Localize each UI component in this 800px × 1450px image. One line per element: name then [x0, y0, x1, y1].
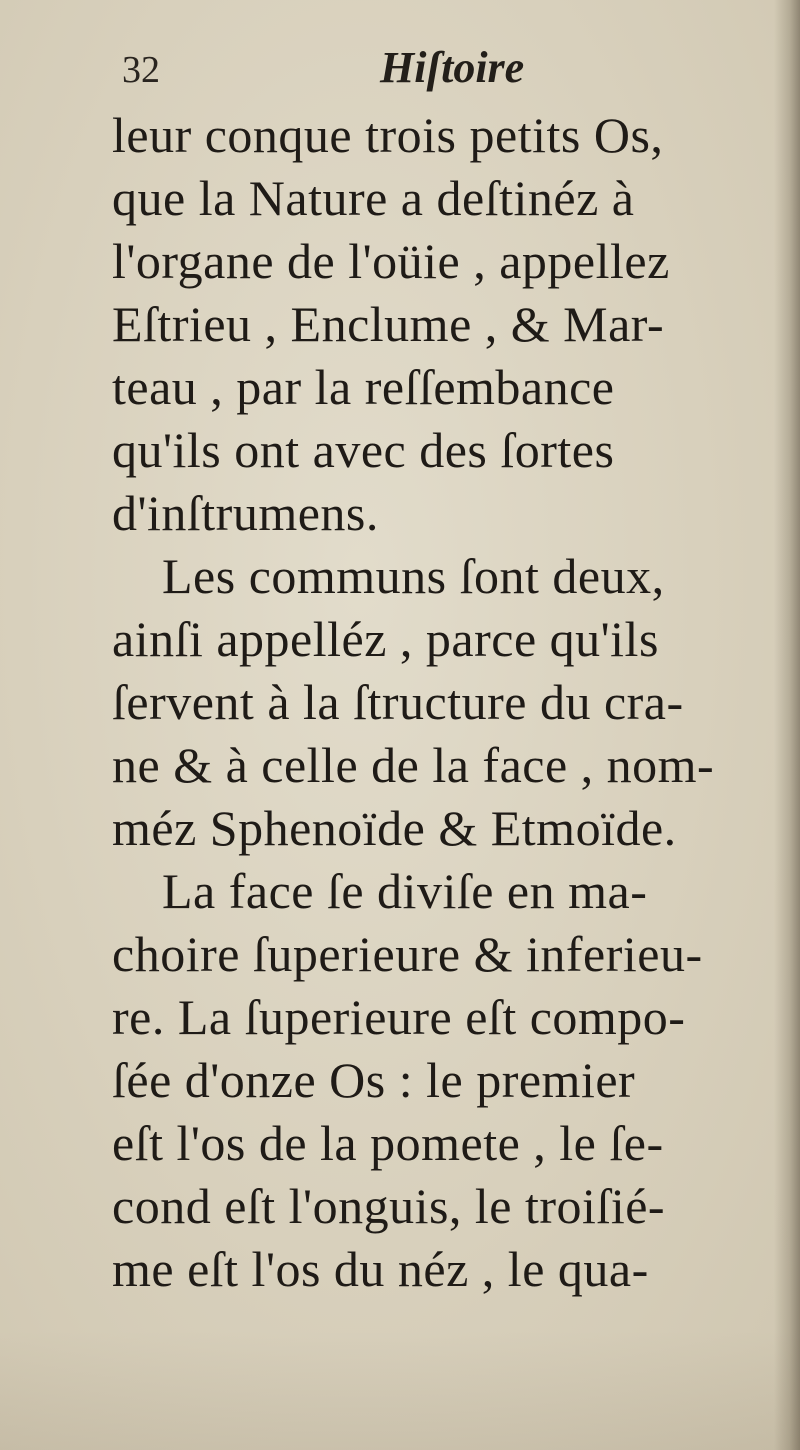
- text-line: qu'ils ont avec des ſortes: [112, 422, 615, 478]
- text-line: me eſt l'os du néz , le qua-: [112, 1241, 649, 1297]
- text-line: eſt l'os de la pomete , le ſe-: [112, 1115, 664, 1171]
- page-bottom-shading: [0, 1330, 800, 1450]
- text-line: ainſi appelléz , parce qu'ils: [112, 611, 659, 667]
- text-line: choire ſuperieure & inferieu-: [112, 926, 703, 982]
- text-line: ſervent à la ſtructure du cra-: [112, 674, 684, 730]
- body-text: [112, 104, 792, 1301]
- text-line: l'organe de l'oüie , appellez: [112, 233, 670, 289]
- text-line: Eſtrieu , Enclume , & Mar-: [112, 296, 665, 352]
- paragraph-start-line: La face ſe diviſe en ma-: [162, 863, 648, 919]
- text-line: re. La ſuperieure eſt compo-: [112, 989, 686, 1045]
- text-line: ſée d'onze Os : le premier: [112, 1052, 636, 1108]
- text-line: cond eſt l'onguis, le troiſié-: [112, 1178, 666, 1234]
- page-number: 32: [122, 49, 160, 91]
- text-line: ne & à celle de la face , nom-: [112, 737, 715, 793]
- text-line: d'inſtrumens.: [112, 485, 379, 541]
- text-line: leur conque trois petits Os,: [112, 107, 664, 163]
- text-line: teau , par la reſſembance: [112, 359, 615, 415]
- page-header: [0, 43, 800, 108]
- running-title: Hiſtoire: [380, 43, 525, 92]
- text-line: méz Sphenoïde & Etmoïde.: [112, 800, 677, 856]
- text-line: que la Nature a deſtinéz à: [112, 170, 635, 226]
- paragraph-start-line: Les communs ſont deux,: [162, 548, 665, 604]
